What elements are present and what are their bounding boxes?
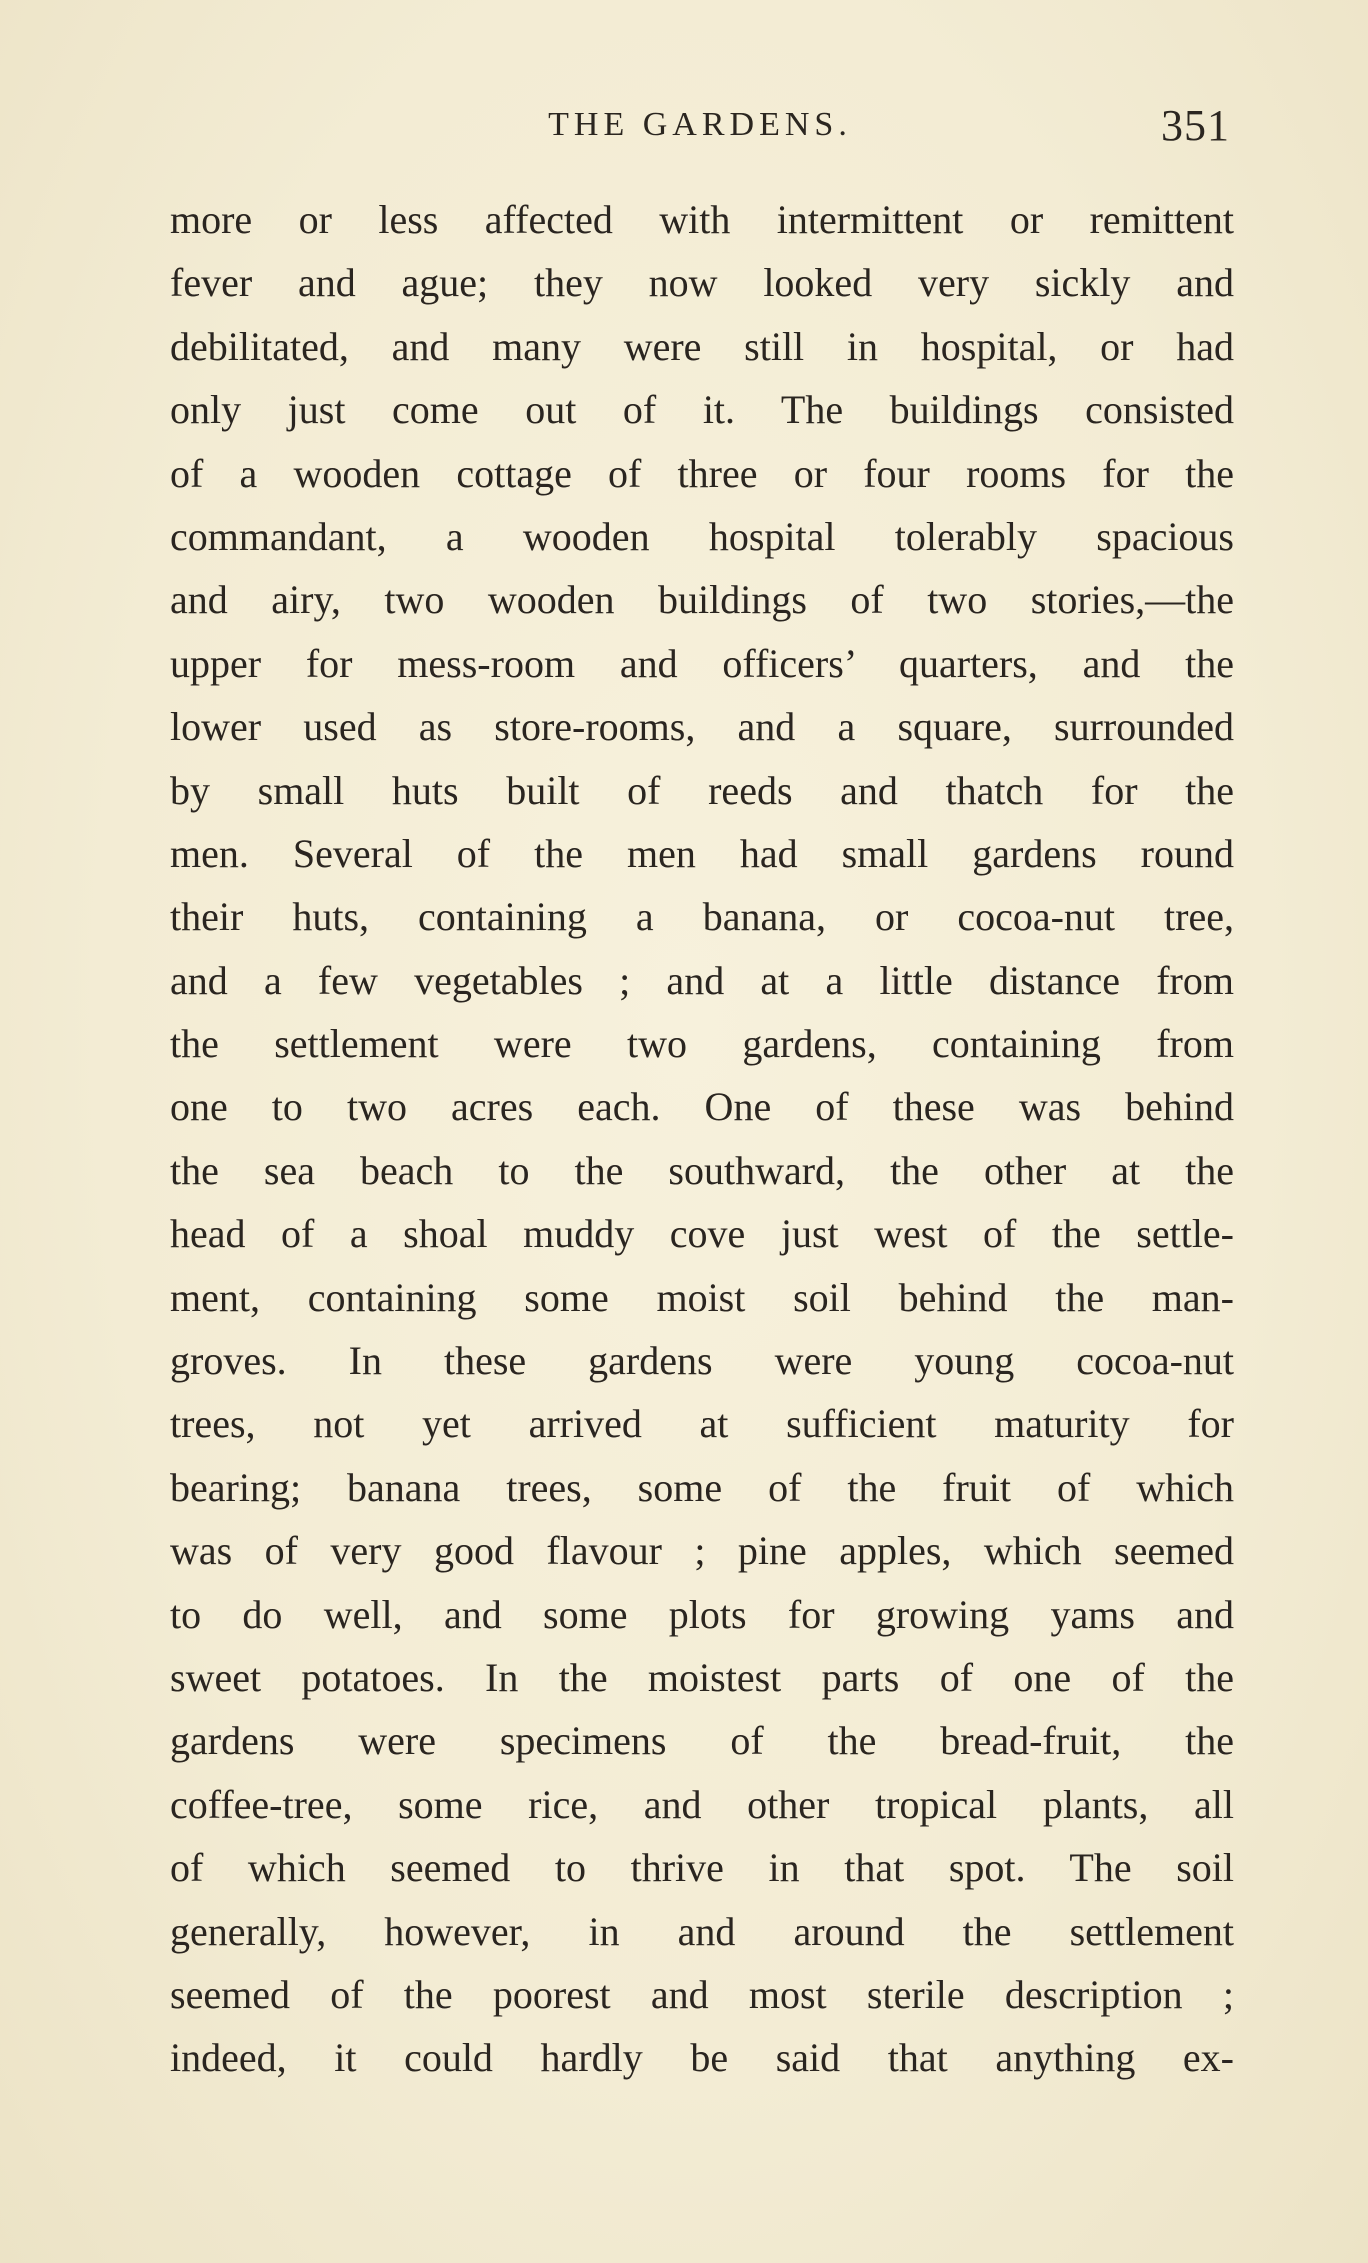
- text-line: head of a shoal muddy cove just west of the settle-: [170, 1211, 1234, 1257]
- text-line: more or less affected with intermittent or remittent: [170, 197, 1234, 242]
- text-line: sweet potatoes. In the moistest parts of one of the: [170, 1654, 1234, 1700]
- text-line: trees, not yet arrived at sufficient maturity for: [170, 1401, 1234, 1447]
- text-line: their huts, containing a banana, or cocoa-nut tree,: [170, 894, 1234, 940]
- text-line: the settlement were two gardens, containing from: [170, 1021, 1234, 1067]
- text-line: generally, however, in and around the settlement: [170, 1908, 1234, 1954]
- text-line: seemed of the poorest and most sterile description ;: [170, 1971, 1234, 2017]
- text-line: of a wooden cottage of three or four rooms for the: [170, 450, 1234, 496]
- text-line: groves. In these gardens were young cocoa-nut: [170, 1338, 1234, 1384]
- text-line: of which seemed to thrive in that spot. The soil: [170, 1845, 1234, 1891]
- text-line: upper for mess-room and officers’ quarters, and the: [170, 640, 1234, 686]
- body-text: [170, 188, 1234, 2090]
- page-header: [170, 100, 1230, 160]
- text-line: commandant, a wooden hospital tolerably spacious: [170, 513, 1234, 559]
- text-line: and airy, two wooden buildings of two stories,—the: [170, 577, 1234, 623]
- text-line: debilitated, and many were still in hospital, or had: [170, 323, 1234, 369]
- text-line: to do well, and some plots for growing yams and: [170, 1591, 1234, 1637]
- text-line: lower used as store-rooms, and a square, surrounded: [170, 704, 1234, 750]
- text-line: was of very good flavour ; pine apples, which seemed: [170, 1528, 1234, 1574]
- text-line: men. Several of the men had small gardens round: [170, 830, 1234, 876]
- text-line: gardens were specimens of the bread-fruit, the: [170, 1718, 1234, 1764]
- text-line: bearing; banana trees, some of the fruit of which: [170, 1464, 1234, 1510]
- text-line: and a few vegetables ; and at a little distance from: [170, 957, 1234, 1003]
- text-line: the sea beach to the southward, the other at the: [170, 1147, 1234, 1193]
- text-line: coffee-tree, some rice, and other tropical plants, all: [170, 1781, 1234, 1827]
- running-title: THE GARDENS.: [548, 106, 852, 143]
- text-line: fever and ague; they now looked very sickly and: [170, 260, 1234, 306]
- text-line: one to two acres each. One of these was behind: [170, 1084, 1234, 1130]
- text-line: only just come out of it. The buildings consisted: [170, 387, 1234, 433]
- text-line: by small huts built of reeds and thatch for the: [170, 767, 1234, 813]
- text-line: ment, containing some moist soil behind the man-: [170, 1274, 1234, 1320]
- page-number: 351: [1161, 101, 1230, 150]
- text-line: indeed, it could hardly be said that anything ex-: [170, 2035, 1234, 2081]
